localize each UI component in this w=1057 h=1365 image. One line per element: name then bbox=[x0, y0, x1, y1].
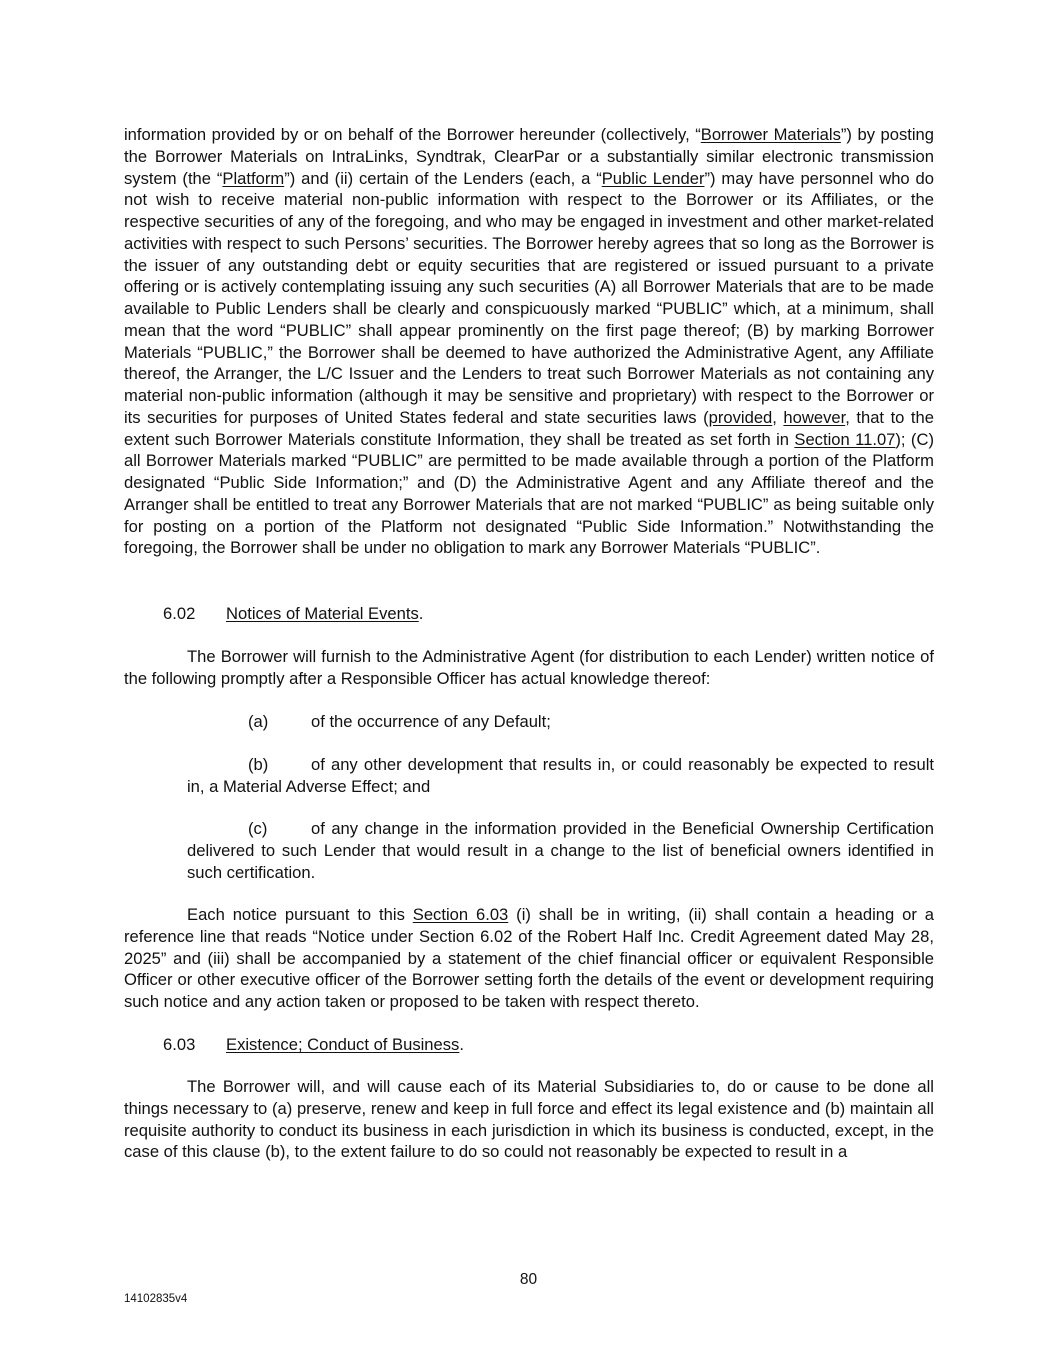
section-title: Existence; Conduct of Business bbox=[226, 1035, 460, 1054]
section-number: 6.03 bbox=[163, 1035, 196, 1054]
document-id: 14102835v4 bbox=[124, 1293, 188, 1305]
section-number: 6.02 bbox=[163, 604, 196, 623]
section-title: Notices of Material Events bbox=[226, 604, 419, 623]
section-title-period: . bbox=[418, 604, 424, 623]
text-run: , bbox=[772, 407, 784, 427]
text-run: information provided by or on behalf of the Borrower hereunder (collectively, “ bbox=[124, 125, 701, 144]
clause-marker: (a) bbox=[248, 712, 269, 731]
clause-marker: (c) bbox=[248, 819, 268, 838]
section-heading-6-03 bbox=[163, 1034, 464, 1056]
section-reference-6-03: Section 6.03 bbox=[412, 905, 509, 924]
section-title-period: . bbox=[459, 1035, 464, 1054]
clause-c bbox=[187, 818, 934, 883]
text-run: ”) may have personnel who do not wish to receive material non-public information with respect to the Borrower or its Affiliates, or the respective securities of any of the foregoing, and who may be engaged in investment and other market-related activities with respect to such Persons’ securities. The Borrower hereby agrees that so long as the Borrower is the issuer of any outstanding debt or equity securities that are registered or issued pursuant to a private offering or is actively contemplating issuing any such securities (A) all Borrower Materials that are to be made available to Public Lenders shall be clearly and conspicuously marked “PUBLIC” which, at a minimum, shall mean that the word “PUBLIC” shall appear prominently on the first page thereof; (B) by marking Borrower Materials “PUBLIC,” the Borrower shall be deemed to have authorized the Administrative Agent, any Affiliate thereof, the Arranger, the L/C Issuer and the Lenders to treat such Borrower Materials as not containing any material non-public information (although it may be sensitive and proprietary) with respect to the Borrower or its securities for purposes of United States federal and state securities laws ( bbox=[124, 168, 934, 427]
clause-text: of the occurrence of any Default; bbox=[311, 712, 551, 731]
text-run: Each notice pursuant to this bbox=[187, 905, 413, 924]
paragraph-notices-intro: The Borrower will furnish to the Administrative Agent (for distribution to each Lender) written notice of the following promptly after a Responsible Officer has actual knowledge thereof: bbox=[124, 647, 934, 688]
text-run: ); (C) all Borrower Materials marked “PUBLIC” are permitted to be made available through a portion of the Platform designated “Public Side Information;” and (D) the Administrative Agent and any Affiliate thereof and the Arranger shall be entitled to treat any Borrower Materials that are not marked “PUBLIC” as being suitable only for posting on a portion of the Platform not designated “Public Side Information.” Notwithstanding the foregoing, the Borrower shall be under no obligation to mark any Borrower Materials “PUBLIC”. bbox=[124, 429, 934, 558]
clause-b bbox=[187, 754, 934, 798]
paragraph-notice-requirements bbox=[124, 904, 934, 1013]
term-provided: provided bbox=[708, 407, 773, 427]
text-run: (i) shall be in writing, (ii) shall contain a heading or a reference line that reads “Notice under Section 6.02 of the Robert Half Inc. Credit Agreement dated May 28, 2025” and (iii) shall be accompanied by a statement of the chief financial officer or equivalent Responsible Officer or other executive officer of the Borrower setting forth the details of the event or development requiring such notice and any action taken or proposed to be taken with respect thereto. bbox=[124, 905, 934, 1011]
section-heading-6-02 bbox=[163, 603, 423, 625]
paragraph-existence: The Borrower will, and will cause each of its Material Subsidiaries to, do or cause to be done all things necessary to (a) preserve, renew and keep in full force and effect its legal existence and (b) maintain all requisite authority to conduct its business in each jurisdiction in which its business is conducted, except, in the case of this clause (b), to the extent failure to do so could not reasonably be expected to result in a bbox=[124, 1077, 934, 1162]
section-reference-11-07: Section 11.07 bbox=[794, 429, 896, 449]
defined-term-borrower-materials: Borrower Materials bbox=[700, 125, 841, 144]
clause-text: of any other development that results in, or could reasonably be expected to result in, a Material Adverse Effect; and bbox=[187, 755, 934, 796]
defined-term-public-lender: Public Lender bbox=[601, 168, 705, 188]
clause-text: of any change in the information provided in the Beneficial Ownership Certification delivered to such Lender that would result in a change to the list of beneficial owners identified in such certification. bbox=[187, 819, 934, 882]
clause-marker: (b) bbox=[248, 755, 269, 774]
paragraph-borrower-materials bbox=[124, 124, 934, 559]
text-run: ”) by posting the Borrower Materials on IntraLinks, Syndtrak, ClearPar or a substantially similar electronic transmission system (the “ bbox=[124, 125, 934, 188]
defined-term-platform: Platform bbox=[222, 168, 285, 188]
page-number: 80 bbox=[519, 1271, 538, 1288]
text-run: , that to the extent such Borrower Materials constitute Information, they shall be treated as set forth in bbox=[124, 407, 934, 449]
text-run: ”) and (ii) certain of the Lenders (each, a “ bbox=[284, 168, 602, 188]
clause-a bbox=[187, 711, 934, 733]
term-however: however bbox=[783, 407, 846, 427]
